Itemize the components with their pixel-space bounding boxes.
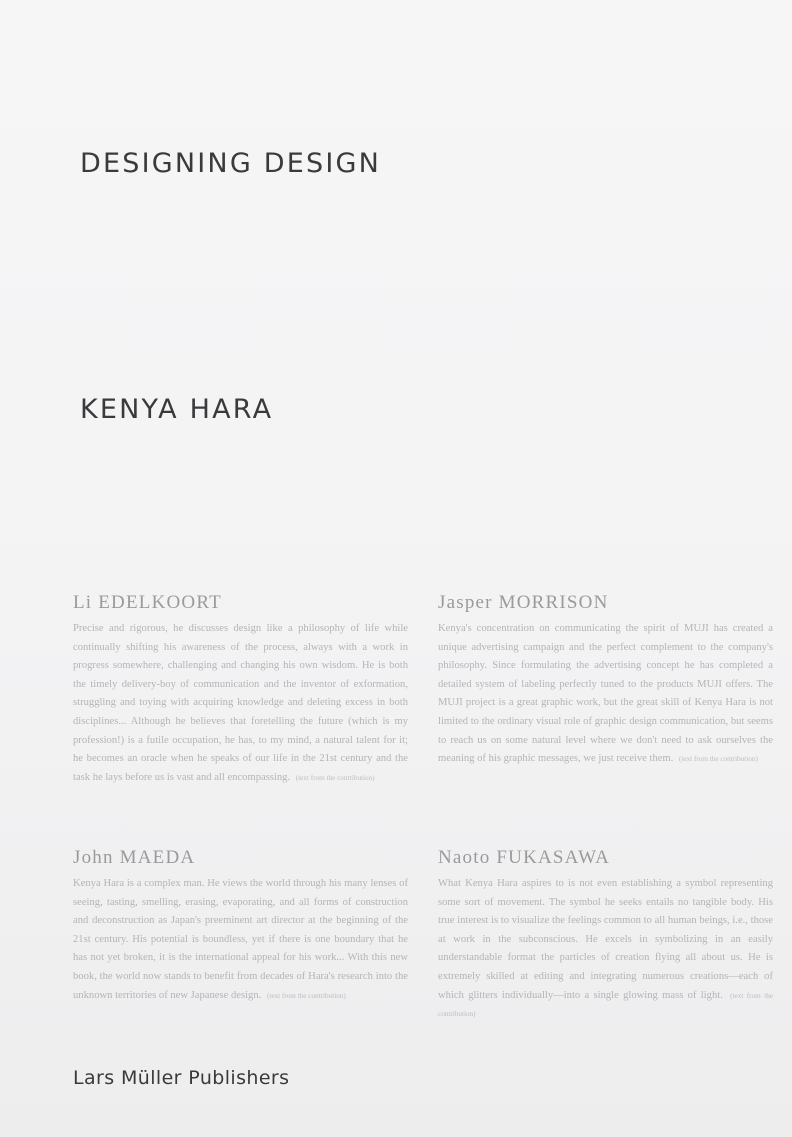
quote-text: What Kenya Hara aspires to is not even establishing a symbol representing some sort of movement. The symbol he seeks entails no tangible body. His true interest is to visualize the feelings common to all human beings, i.e., those at work in the subconscious. He excels in symbolizing in an easily understandable format the particles of creation flying all about us. He is extremely skilled at editing and integrating numerous creations—each of which glitters individually—into a single glowing mass of light. xyxy=(438,878,773,1001)
quote-text-block xyxy=(73,875,408,1005)
quote-source: (text from the contribution) xyxy=(295,773,375,782)
quote-block xyxy=(438,592,773,769)
quote-text: Kenya's concentration on communicating the spirit of MUJI has created a unique advertising campaign and the perfect complement to the company's philosophy. Since formulating the advertising concept he has completed a detailed system of labeling perfectly tuned to the products MUJI offers. The MUJI project is a great graphic work, but the great skill of Kenya Hara is not limited to the ordinary visual role of graphic design communication, but seems to reach us on some natural level where we don't need to ask ourselves the meaning of his graphic messages, we just receive them. xyxy=(438,623,773,765)
quote-source: (text from the contribution) xyxy=(438,991,773,1019)
quote-block xyxy=(73,592,408,787)
quote-source: (text from the contribution) xyxy=(679,755,758,764)
quote-block xyxy=(438,847,773,1024)
quote-block xyxy=(73,847,408,1005)
quote-text: Precise and rigorous, he discusses design like a philosophy of life while continually shifting his awareness of the process, always with a work in progress somewhere, challenging and changing his own wisdom. He is both the timely delivery-boy of communication and the inventor of exformation, struggling and toying with acquiring knowledge and deleting excess in both disciplines... Although he believes that foretelling the future (which is my profession!) is a futile occupation, he has, to my mind, a natural talent for it; he becomes an oracle when he speaks of our life in the 21st century and the task he lays before us is vast and all encompassing. xyxy=(73,623,408,783)
book-author: KENYA HARA xyxy=(80,394,274,425)
book-title: DESIGNING DESIGN xyxy=(80,148,382,179)
quote-text-block xyxy=(438,620,773,769)
quote-text: Kenya Hara is a complex man. He views the world through his many lenses of seeing, tasting, smelling, erasing, evaporating, and all forms of construction and deconstruction as Japan's preeminent art director at the beginning of the 21st century. His potential is boundless, yet if there is one boundary that he has not yet broken, it is the international appeal for his work... With this new book, the world now stands to benefit from decades of Hara's research into the unknown territories of new Japanese design. xyxy=(73,878,408,1001)
quote-author: Naoto FUKASAWA xyxy=(438,847,611,868)
publisher-name: Lars Müller Publishers xyxy=(73,1067,290,1089)
quote-text-block xyxy=(73,620,408,787)
quote-author: Li EDELKOORT xyxy=(73,592,222,613)
quote-source: (text from the contribution) xyxy=(266,991,346,1000)
quote-text-block xyxy=(438,875,773,1024)
quote-author: John MAEDA xyxy=(73,847,196,868)
quote-author: Jasper MORRISON xyxy=(438,592,609,613)
